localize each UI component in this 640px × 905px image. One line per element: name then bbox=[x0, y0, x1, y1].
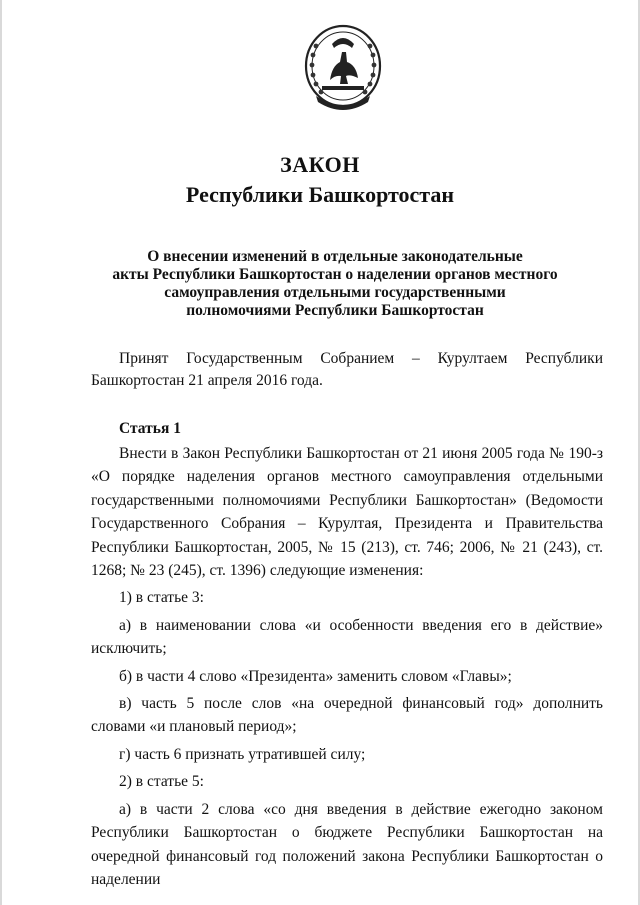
item-2a: а) в части 2 слова «со дня введения в действие ежегодно законом Республики Башкортостан о бюджете Республики Башкортостан на очередной финансовый год положений закона Республики Башкортостан о наделении bbox=[91, 800, 603, 888]
item-1a: а) в наименовании слова «и особенности введения его в действие» исключить; bbox=[91, 616, 603, 658]
law-subject bbox=[100, 248, 570, 320]
scan-edge-left bbox=[0, 0, 2, 905]
article-1-body bbox=[91, 442, 603, 891]
subject-line: О внесении изменений в отдельные законодательные bbox=[147, 248, 523, 265]
subject-line: полномочиями Республики Башкортостан bbox=[186, 302, 484, 319]
item-1d: г) часть 6 признать утратившей силу; bbox=[119, 745, 366, 763]
republic-title: Республики Башкортостан bbox=[185, 182, 455, 207]
article-1-heading: Статья 1 bbox=[119, 420, 181, 437]
item-1c: в) часть 5 после слов «на очередной финансовый год» дополнить словами «и плановый период»; bbox=[91, 695, 603, 736]
item-1: 1) в статье 3: bbox=[119, 589, 204, 607]
article-1-intro: Внести в Закон Республики Башкортостан от 21 июня 2005 года № 190-з «О порядке наделения органов местного самоуправления отдельными государственными полномочиями Республики Башкортостан» (Ведомости Государственного Собрания – Курултая, Президента и Правительства Республики Башкортостан, 2005, № 15 (213), ст. 746; 2006, № 21 (243), ст. 1268; № 23 (245), ст. 1396) следующие изменения: bbox=[91, 445, 603, 580]
adoption-statement: Принят Государственным Собранием – Курултаем Республики Башкортостан 21 апреля 2016 года. bbox=[91, 350, 603, 389]
item-2: 2) в статье 5: bbox=[119, 773, 204, 791]
subject-line: самоуправления отдельными государственными bbox=[164, 284, 506, 301]
coat-of-arms-emblem-icon bbox=[302, 22, 384, 118]
document-type-title: ЗАКОН bbox=[280, 152, 360, 177]
subject-line: акты Республики Башкортостан о наделении органов местного bbox=[112, 266, 558, 283]
item-1b: б) в части 4 слово «Президента» заменить словом «Главы»; bbox=[119, 667, 512, 685]
